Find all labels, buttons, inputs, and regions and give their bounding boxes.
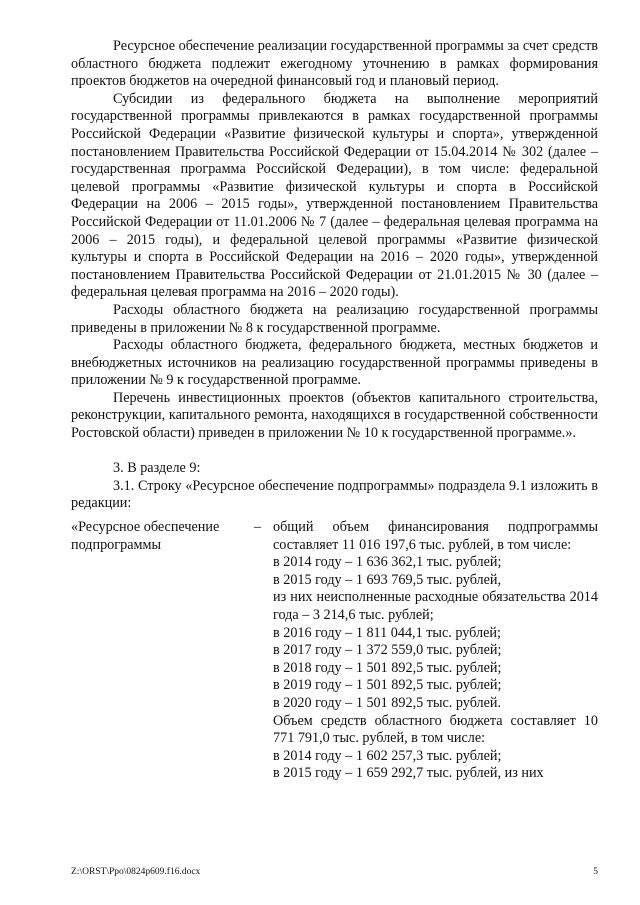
resource-row — [71, 519, 598, 783]
paragraph-regional-expenses: Расходы областного бюджета на реализацию государственной программы приведены в приложении № 8 к государственной программе. — [71, 301, 598, 336]
subsection-intro: 3.1. Строку «Ресурсное обеспечение подпрограммы» подраздела 9.1 изложить в редакции: — [71, 477, 598, 512]
paragraph-funding-note: Ресурсное обеспечение реализации государственной программы за счет средств областного бюджета подлежит ежегодному уточнению в рамках формирования проектов бюджетов на очередной финансовый год и плановый период. — [71, 38, 598, 90]
resource-row-dash: – — [254, 519, 262, 536]
resource-line: в 2018 году – 1 501 892,5 тыс. рублей; — [273, 659, 502, 676]
paragraph-federal-subsidies: Субсидии из федерального бюджета на выполнение мероприятий государственной программы привлекаются в рамках государственной программы Российской Федерации «Развитие физической культуры и спорта», утвержденной постановлением Правительства Российской Федерации от 15.04.2014 № 302 (далее – государственная программа Российской Федерации), в том числе: федеральной целевой программы «Развитие физической культуры и спорта в Российской Федерации на 2006 – 2015 годы», утвержденной постановлением Правительства Российской Федерации от 11.01.2006 № 7 (далее – федеральная целевая программа на 2006 – 2015 годы), и федеральной целевой программы «Развитие физической культуры и спорта в Российской Федерации на 2016 – 2020 годы», утвержденной постановлением Правительства Российской Федерации от 21.01.2015 № 30 (далее – федеральная целевая программа на 2016 – 2020 годы). — [71, 90, 598, 301]
resource-line: из них неисполненные расходные обязательства 2014 года – 3 214,6 тыс. рублей; — [273, 589, 598, 623]
resource-line: в 2015 году – 1 693 769,5 тыс. рублей, — [273, 571, 502, 588]
resource-line: в 2014 году – 1 602 257,3 тыс. рублей; — [273, 747, 502, 764]
resource-line: в 2015 году – 1 659 292,7 тыс. рублей, из них — [273, 765, 544, 782]
resource-line: в 2017 году – 1 372 559,0 тыс. рублей; — [273, 642, 502, 659]
resource-row-content — [273, 519, 598, 783]
page-number: 5 — [593, 867, 598, 877]
section-intro: 3. В разделе 9: — [113, 460, 201, 477]
resource-line: в 2016 году – 1 811 044,1 тыс. рублей; — [273, 624, 501, 641]
page-footer — [71, 866, 598, 878]
paragraph-investment-projects: Перечень инвестиционных проектов (объектов капитального строительства, реконструкции, капитального ремонта, находящихся в государственной собственности Ростовской области) приведен в приложении № 10 к государственной программе.». — [71, 389, 598, 442]
paragraph-all-expenses: Расходы областного бюджета, федерального бюджета, местных бюджетов и внебюджетных источников на реализацию государственной программы приведены в приложении № 9 к государственной программе. — [71, 337, 598, 389]
resource-line: общий объем финансирования подпрограммы составляет 11 016 197,6 тыс. рублей, в том числе: — [273, 519, 598, 553]
resource-row-label: «Ресурсное обеспечение подпрограммы — [71, 519, 220, 553]
document-body — [71, 38, 598, 783]
resource-line: в 2014 году – 1 636 362,1 тыс. рублей; — [273, 554, 502, 571]
resource-line: в 2020 году – 1 501 892,5 тыс. рублей. — [273, 694, 502, 711]
footer-file-path: Z:\ORST\Ppo\0824p609.f16.docx — [71, 867, 201, 877]
resource-line: в 2019 году – 1 501 892,5 тыс. рублей; — [273, 677, 502, 694]
spacer — [71, 443, 598, 461]
resource-line: Объем средств областного бюджета составляет 10 771 791,0 тыс. рублей, в том числе: — [273, 712, 598, 747]
